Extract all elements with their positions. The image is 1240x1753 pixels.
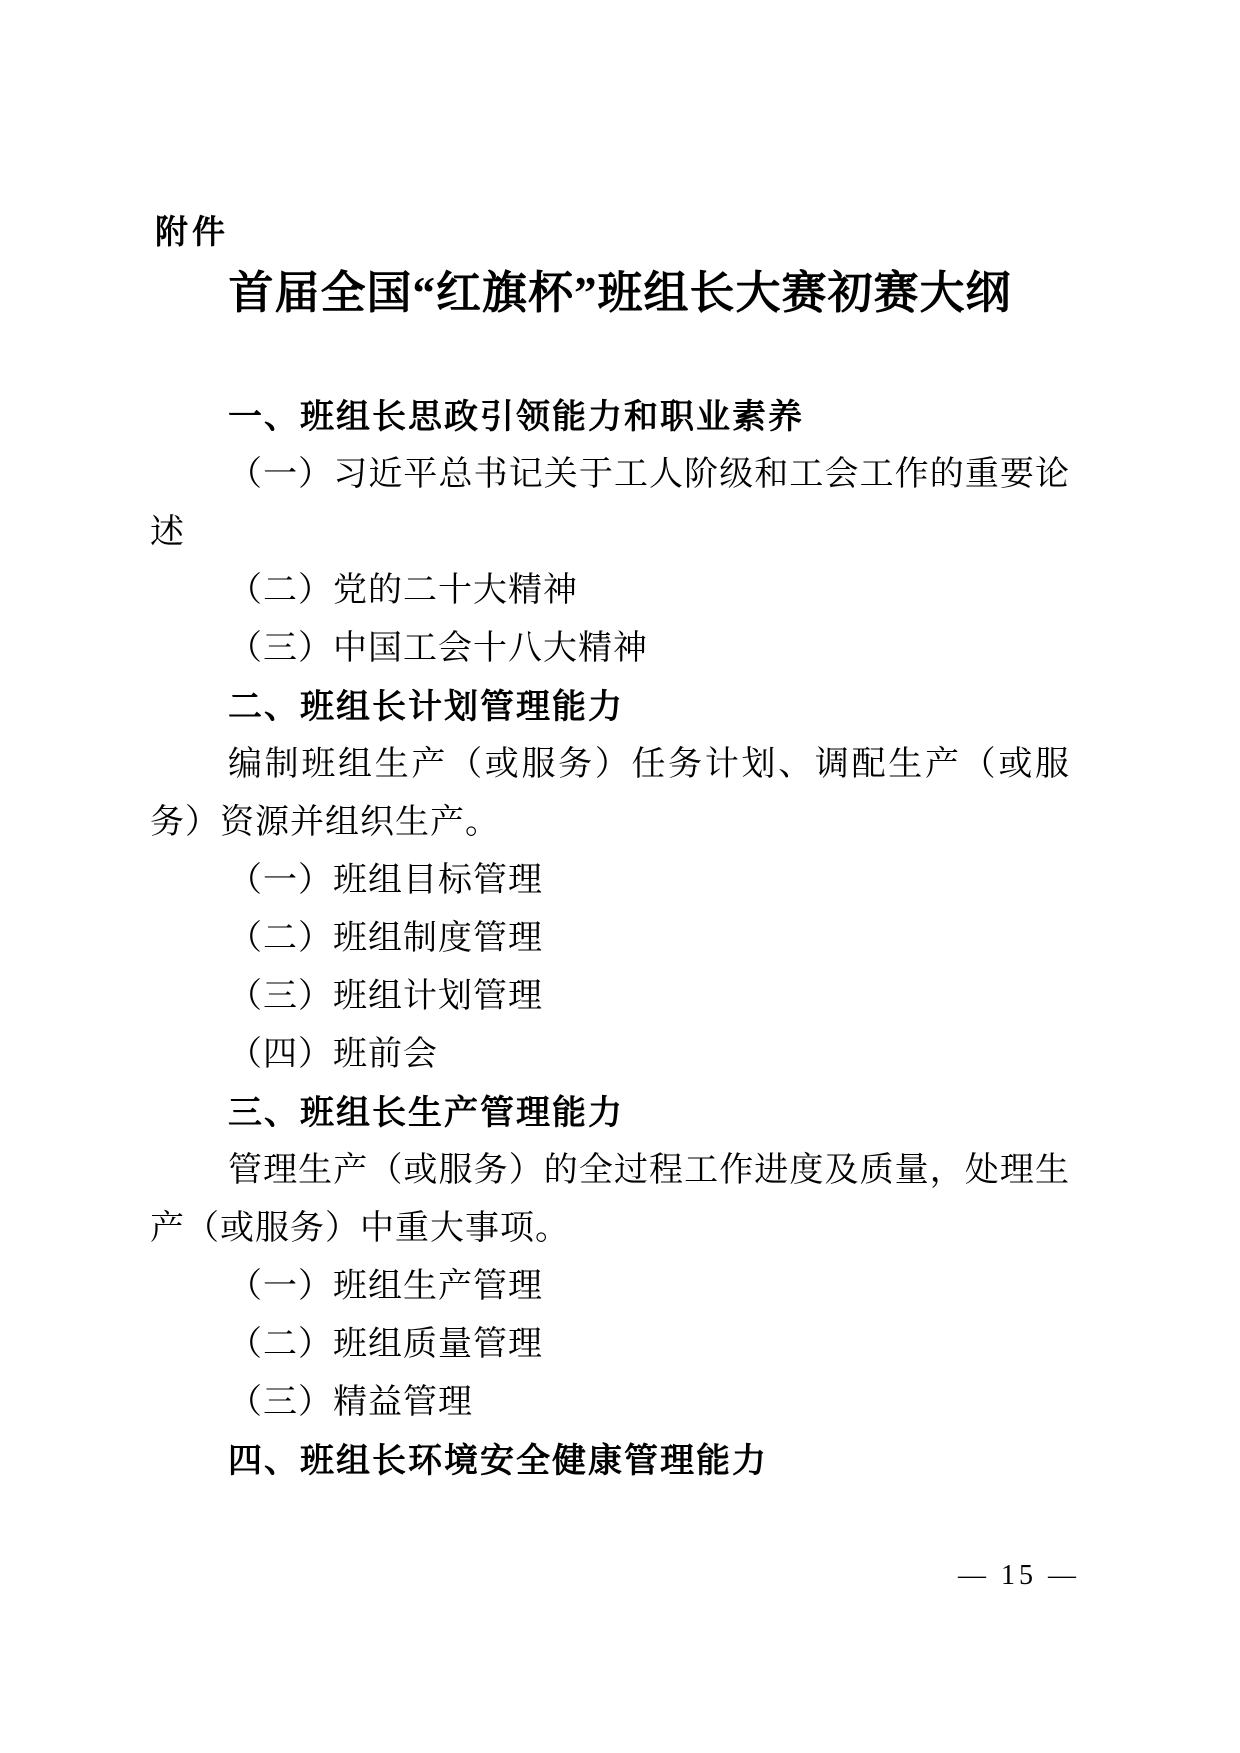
- section-2-item-4: （四）班前会: [228, 1036, 438, 1073]
- section-3-item-2: （二）班组质量管理: [228, 1326, 543, 1363]
- document-title: 首届全国“红旗杯”班组长大赛初赛大纲: [228, 268, 1012, 318]
- section-2-heading: 二、班组长计划管理能力: [228, 688, 624, 726]
- section-2-intro: 编制班组生产（或服务）任务计划、调配生产（或服务）资源并组织生产。: [150, 746, 1070, 841]
- section-1-item-2: （二）党的二十大精神: [228, 572, 578, 609]
- section-1-heading: 一、班组长思政引领能力和职业素养: [228, 398, 804, 436]
- attachment-label: 附件: [155, 213, 229, 250]
- section-3-item-1: （一）班组生产管理: [228, 1268, 543, 1305]
- document-body: [150, 388, 1070, 1490]
- section-4-heading: 四、班组长环境安全健康管理能力: [228, 1442, 768, 1480]
- section-2-item-2: （二）班组制度管理: [228, 920, 543, 957]
- section-3-item-3: （三）精益管理: [228, 1384, 473, 1421]
- page-number: — 15 —: [958, 1560, 1080, 1591]
- section-1-item-1: （一）习近平总书记关于工人阶级和工会工作的重要论述: [150, 456, 1070, 551]
- section-3-intro: 管理生产（或服务）的全过程工作进度及质量，处理生产（或服务）中重大事项。: [150, 1152, 1070, 1247]
- section-2-item-3: （三）班组计划管理: [228, 978, 543, 1015]
- section-2-item-1: （一）班组目标管理: [228, 862, 543, 899]
- section-1-item-3: （三）中国工会十八大精神: [228, 630, 648, 667]
- section-3-heading: 三、班组长生产管理能力: [228, 1094, 624, 1132]
